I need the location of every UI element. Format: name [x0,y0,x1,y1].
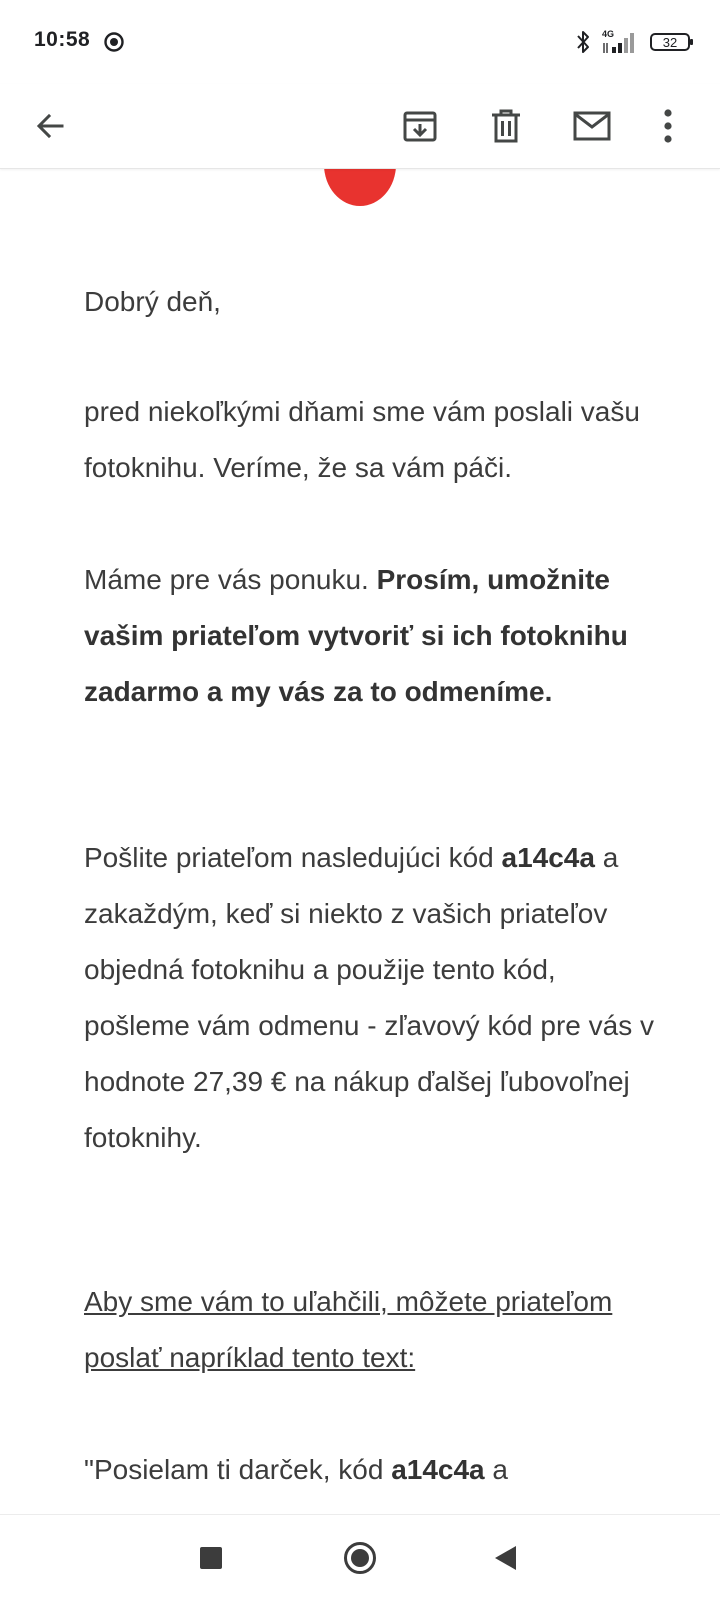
delete-icon [490,108,522,144]
more-options-icon [663,109,673,143]
home-button[interactable] [335,1533,385,1583]
network-type: 4G [602,29,615,39]
recents-button[interactable] [186,1533,236,1583]
battery-icon [650,33,690,51]
quote-code: a14c4a [391,1454,485,1485]
archive-icon [402,108,438,144]
helper-paragraph [84,1274,654,1386]
greeting-text: Dobrý deň, [84,286,221,317]
battery-level: 32 [662,34,678,50]
archive-button[interactable] [392,98,448,154]
home-circle-icon [343,1541,377,1575]
intro-paragraph: pred niekoľkými dňami sme vám poslali vašu fotoknihu. Veríme, že sa vám páči. [84,396,640,483]
referral-code: a14c4a [501,842,595,873]
offer-paragraph [84,552,654,720]
email-body[interactable] [0,168,720,1514]
mark-unread-button[interactable] [564,98,620,154]
system-nav-bar [0,1514,720,1601]
status-time: 10:58 [34,28,91,51]
referral-paragraph [84,830,654,1166]
system-back-button[interactable] [480,1533,530,1583]
offer-bold-text: Prosím, umožnite vašim priateľom vytvoriť si ich fotoknihu zadarmo a my vás za to odmeníme. [84,564,628,707]
mark-unread-icon [573,111,611,141]
bluetooth-icon [576,29,590,55]
offer-text: Máme pre vás ponuku. [84,564,377,595]
back-triangle-icon [492,1544,518,1572]
quote-text-start: "Posielam ti darček, kód [84,1454,392,1485]
quote-paragraph [84,1442,654,1498]
status-icons [576,28,690,56]
referral-text-end: a zakaždým, keď si niekto z vašich priateľov objedná fotoknihu a použije tento kód, pošleme vám odmenu - zľavový kód pre vás v hodnote 27,39 € na nákup ďalšej ľubovoľnej fotoknihy. [84,842,654,1153]
helper-link[interactable]: Aby sme vám to uľahčili, môžete priateľom poslať napríklad tento text: [84,1286,613,1373]
screen-record-icon [104,32,124,52]
status-bar [0,0,720,84]
back-arrow-icon [34,110,66,142]
email-toolbar [0,84,720,169]
signal-icon [602,29,638,55]
quote-text-end: a [484,1454,508,1485]
back-button[interactable] [22,98,78,154]
more-options-button[interactable] [640,98,696,154]
sender-logo [324,168,396,206]
recents-square-icon [199,1546,223,1570]
referral-text-start: Pošlite priateľom nasledujúci kód [84,842,502,873]
delete-button[interactable] [478,98,534,154]
